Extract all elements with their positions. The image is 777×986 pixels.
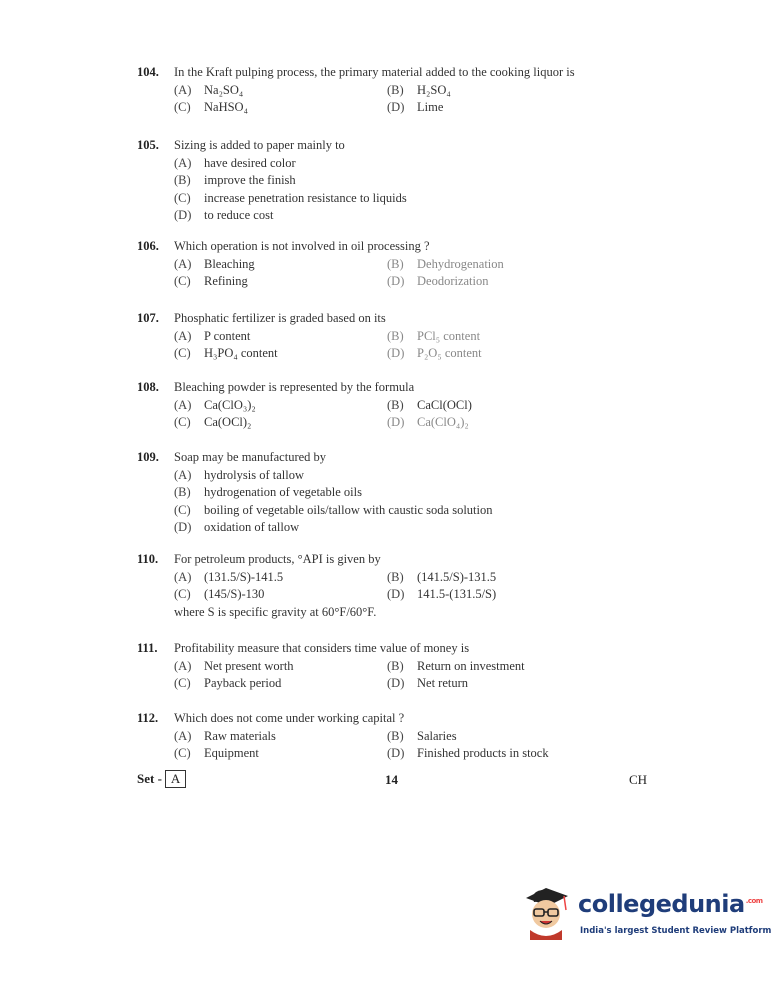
option-a	[174, 658, 387, 676]
option-c	[174, 190, 407, 208]
question-stem	[137, 238, 657, 256]
option-a	[174, 397, 387, 415]
option-a	[174, 467, 304, 485]
question-stem	[137, 449, 657, 467]
option-c	[174, 345, 387, 363]
option-row	[174, 256, 657, 274]
option-d	[387, 675, 468, 693]
option-text: Bleaching	[204, 256, 255, 271]
option-text: H₂SO₄	[417, 82, 451, 97]
option-text: P₂O₅ content	[417, 346, 482, 360]
option-a	[174, 256, 387, 274]
option-text: Net present worth	[204, 658, 294, 673]
question-108	[137, 379, 657, 432]
options	[174, 256, 657, 291]
question-stem	[137, 310, 657, 328]
option-row	[174, 190, 657, 208]
option-text: hydrolysis of tallow	[204, 467, 304, 482]
question-number: 109.	[137, 450, 159, 464]
option-label: (B)	[387, 658, 404, 673]
option-text: Refining	[204, 274, 248, 288]
option-text: Raw materials	[204, 728, 276, 743]
option-a	[174, 82, 387, 100]
option-label: (B)	[387, 569, 404, 584]
option-row	[174, 502, 657, 520]
option-c	[174, 414, 387, 432]
option-b	[387, 728, 457, 746]
mascot-icon	[520, 880, 572, 940]
question-111	[137, 640, 657, 693]
question-106	[137, 238, 657, 291]
question-stem	[137, 137, 657, 155]
question-number: 107.	[137, 311, 159, 325]
option-c	[174, 586, 387, 604]
option-text: Ca(ClO₃)₂	[204, 397, 256, 412]
option-a	[174, 328, 387, 346]
option-c	[174, 273, 387, 291]
question-number: 104.	[137, 65, 159, 79]
option-a	[174, 155, 296, 173]
option-label: (C)	[174, 190, 191, 205]
option-text: improve the finish	[204, 173, 296, 187]
option-label: (D)	[387, 274, 405, 288]
option-text: oxidation of tallow	[204, 520, 300, 534]
option-a	[174, 728, 387, 746]
question-112	[137, 710, 657, 763]
option-text: P content	[204, 328, 251, 343]
option-label: (A)	[174, 82, 192, 97]
option-label: (D)	[174, 208, 192, 222]
option-label: (D)	[387, 100, 405, 114]
question-number: 110.	[137, 552, 159, 566]
option-label: (D)	[387, 676, 405, 690]
option-text: Ca(OCl)₂	[204, 415, 252, 429]
question-text: Sizing is added to paper mainly to	[174, 138, 345, 152]
option-b	[174, 484, 362, 502]
option-label: (C)	[174, 415, 191, 429]
option-text: Dehydrogenation	[417, 256, 504, 271]
question-110	[137, 551, 657, 621]
option-text: Finished products in stock	[417, 746, 549, 760]
option-row	[174, 728, 657, 746]
question-number: 106.	[137, 239, 159, 253]
question-stem	[137, 551, 657, 569]
option-d	[174, 519, 299, 537]
question-number: 111.	[137, 641, 158, 655]
option-label: (D)	[387, 415, 405, 429]
option-c	[174, 502, 493, 520]
option-text: CaCl(OCl)	[417, 397, 472, 412]
option-label: (A)	[174, 728, 192, 743]
question-stem	[137, 64, 657, 82]
option-label: (C)	[174, 676, 191, 690]
option-label: (A)	[174, 256, 192, 271]
option-row	[174, 273, 657, 291]
question-104	[137, 64, 657, 117]
option-text: Return on investment	[417, 658, 525, 673]
option-text: Na₂SO₄	[204, 82, 244, 97]
option-label: (B)	[387, 328, 404, 343]
subject-code: CH	[628, 772, 647, 787]
question-text: Which does not come under working capital ?	[174, 711, 405, 725]
set-value-box: A	[165, 770, 186, 788]
option-row	[174, 328, 657, 346]
option-row	[174, 345, 657, 363]
options	[174, 328, 657, 363]
option-text: (141.5/S)-131.5	[417, 569, 497, 584]
options	[174, 155, 657, 225]
option-text: hydrogenation of vegetable oils	[204, 485, 362, 499]
option-label: (C)	[174, 746, 191, 760]
option-row	[174, 484, 657, 502]
option-label: (B)	[174, 485, 191, 499]
option-d	[387, 745, 549, 763]
option-label: (C)	[174, 587, 191, 601]
option-row	[174, 414, 657, 432]
option-d	[387, 414, 469, 432]
options	[174, 467, 657, 537]
option-row	[174, 99, 657, 117]
options	[174, 397, 657, 432]
option-b	[387, 256, 504, 274]
options	[174, 728, 657, 763]
option-text: (145/S)-130	[204, 587, 265, 601]
option-label: (B)	[387, 728, 404, 743]
set-indicator	[137, 770, 186, 788]
page-footer	[137, 770, 647, 790]
option-text: have desired color	[204, 155, 296, 170]
options	[174, 658, 657, 693]
option-label: (A)	[174, 658, 192, 673]
option-label: (D)	[174, 520, 192, 534]
option-c	[174, 745, 387, 763]
question-stem	[137, 379, 657, 397]
brand-name: collegedunia$^{.com}$	[578, 890, 763, 918]
option-label: (D)	[387, 587, 405, 601]
question-number: 105.	[137, 138, 159, 152]
option-row	[174, 675, 657, 693]
option-c	[174, 675, 387, 693]
option-row	[174, 172, 657, 190]
option-text: Equipment	[204, 746, 259, 760]
option-text: Ca(ClO₄)₂	[417, 415, 469, 429]
option-text: (131.5/S)-141.5	[204, 569, 284, 584]
question-107	[137, 310, 657, 363]
option-text: to reduce cost	[204, 208, 274, 222]
options	[174, 569, 657, 604]
brand-tagline: India's largest Student Review Platform	[580, 926, 772, 936]
option-d	[387, 586, 496, 604]
option-text: Lime	[417, 100, 444, 114]
option-d	[174, 207, 273, 225]
option-label: (B)	[387, 82, 404, 97]
option-label: (A)	[174, 328, 192, 343]
option-row	[174, 586, 657, 604]
option-label: (B)	[387, 397, 404, 412]
question-text: Bleaching powder is represented by the formula	[174, 380, 415, 394]
option-text: H₃PO₄ content	[204, 346, 278, 360]
option-label: (B)	[387, 256, 404, 271]
question-text: Which operation is not involved in oil processing ?	[174, 239, 430, 253]
option-label: (A)	[174, 467, 192, 482]
option-row	[174, 397, 657, 415]
option-label: (B)	[174, 173, 191, 187]
option-text: increase penetration resistance to liquids	[204, 190, 407, 205]
question-text: For petroleum products, °API is given by	[174, 552, 381, 566]
option-row	[174, 82, 657, 100]
option-d	[387, 345, 482, 363]
option-text: Deodorization	[417, 274, 489, 288]
option-d	[387, 99, 443, 117]
option-text: Payback period	[204, 676, 282, 690]
option-d	[387, 273, 489, 291]
question-text: Profitability measure that considers time value of money is	[174, 641, 470, 655]
option-c	[174, 99, 387, 117]
question-number: 112.	[137, 711, 159, 725]
set-label: Set -	[137, 771, 162, 786]
question-stem	[137, 710, 657, 728]
question-105	[137, 137, 657, 225]
option-label: (D)	[387, 746, 405, 760]
option-row	[174, 467, 657, 485]
option-b	[174, 172, 296, 190]
option-text: Net return	[417, 676, 469, 690]
option-b	[387, 82, 451, 100]
option-label: (C)	[174, 100, 191, 114]
option-label: (A)	[174, 155, 192, 170]
option-label: (C)	[174, 274, 191, 288]
options	[174, 82, 657, 117]
option-row	[174, 569, 657, 587]
option-text: 141.5-(131.5/S)	[417, 587, 497, 601]
question-note: where S is specific gravity at 60°F/60°F.	[174, 604, 377, 619]
question-number: 108.	[137, 380, 159, 394]
option-row	[174, 658, 657, 676]
option-text: boiling of vegetable oils/tallow with caustic soda solution	[204, 502, 493, 517]
option-text: Salaries	[417, 728, 457, 743]
option-text: NaHSO₄	[204, 100, 248, 114]
option-row	[174, 745, 657, 763]
option-b	[387, 397, 472, 415]
collegedunia-logo	[520, 880, 772, 950]
option-row	[174, 207, 657, 225]
option-a	[174, 569, 387, 587]
option-b	[387, 569, 496, 587]
option-label: (C)	[174, 346, 191, 360]
question-109	[137, 449, 657, 537]
option-label: (A)	[174, 569, 192, 584]
question-text: Soap may be manufactured by	[174, 450, 327, 464]
option-label: (D)	[387, 346, 405, 360]
question-text: Phosphatic fertilizer is graded based on its	[174, 311, 386, 325]
question-text: In the Kraft pulping process, the primary material added to the cooking liquor is	[174, 65, 575, 79]
option-b	[387, 328, 480, 346]
option-row	[174, 155, 657, 173]
page-number: 14	[385, 772, 398, 787]
option-row	[174, 519, 657, 537]
option-text: PCl₅ content	[417, 328, 481, 343]
option-label: (A)	[174, 397, 192, 412]
option-label: (C)	[174, 502, 191, 517]
option-b	[387, 658, 525, 676]
question-stem	[137, 640, 657, 658]
